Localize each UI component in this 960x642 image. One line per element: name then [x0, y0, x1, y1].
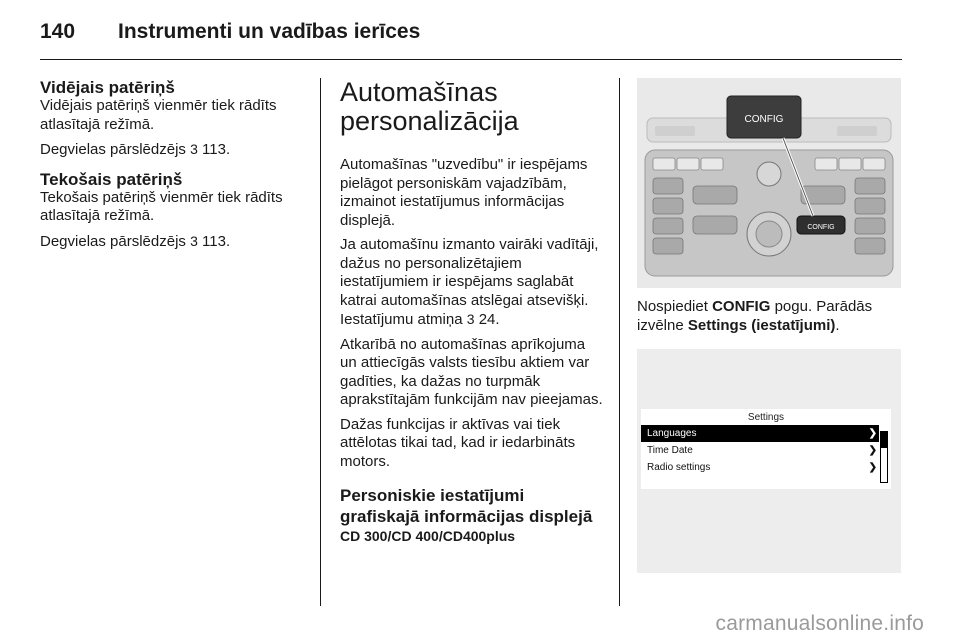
- settings-screen-illustration: [637, 349, 901, 573]
- column-divider-2: [619, 78, 620, 606]
- paragraph-current-consumption: Tekošais patēriņš vienmēr tiek rādīts atlasītajā režīmā.: [40, 188, 283, 224]
- paragraph-personalization-intro: Automašīnas "uzvedību" ir iespējams pielāgot personiskām vajadzībām, izmainot iestatījumus informācijas displejā.: [340, 156, 588, 229]
- page-header: [40, 14, 920, 50]
- column-divider-1: [320, 78, 321, 606]
- settings-menu-term: Settings (iestatījumi): [687, 316, 836, 334]
- page-number: 140: [40, 20, 76, 43]
- console-drawing: [637, 78, 901, 288]
- section-heading-average-consumption: Vidējais patēriņš: [40, 78, 175, 97]
- config-key-label: CONFIG: [744, 114, 784, 125]
- paragraph-engine-running: Dažas funkcijas ir aktīvas vai tiek attēlotas tikai tad, kad ir iedarbināts motors.: [340, 415, 576, 470]
- site-watermark: carmanualsonline.info: [715, 612, 924, 635]
- center-console-illustration: [637, 78, 901, 288]
- settings-screen-title: Settings: [747, 412, 785, 423]
- column-2: [340, 78, 605, 545]
- column-1: [40, 78, 302, 251]
- chevron-right-icon: ❯: [868, 462, 877, 473]
- paragraph-fuel-selector-ref-2: Degvielas pārslēdzējs 3 113.: [40, 232, 231, 250]
- menu-item-radio-settings[interactable]: Radio settings ❯: [641, 459, 879, 476]
- settings-display: [641, 409, 891, 489]
- menu-item-languages[interactable]: Languages ❯: [641, 425, 879, 442]
- paragraph-average-consumption: Vidējais patēriņš vienmēr tiek rādīts atlasītajā režīmā.: [40, 97, 277, 133]
- page-title: Instrumenti un vadības ierīces: [118, 20, 421, 43]
- chapter-title: Automašīnas personalizācija: [340, 77, 519, 136]
- reference-arrow-icon: 3: [190, 141, 198, 157]
- chevron-right-icon: ❯: [868, 428, 877, 439]
- chevron-right-icon: ❯: [868, 445, 877, 456]
- reference-arrow-icon: 3: [466, 311, 475, 327]
- paragraph-multiple-drivers: Ja automašīnu izmanto vairāki vadītāji, dažus no personalizētajiem iestatījumiem ir iespējams saglabāt katrai automašīnas atslēgai atsevišķi. Iestatījumu atmiņa 3 24.: [340, 236, 599, 328]
- reference-arrow-icon: 3: [190, 232, 198, 249]
- menu-scrollbar[interactable]: [880, 431, 888, 483]
- subsection-heading: Personiskie iestatījumi grafiskajā informācijas displejā: [340, 486, 593, 526]
- menu-item-time-date[interactable]: Time Date ❯: [641, 442, 879, 459]
- header-divider: [40, 59, 902, 60]
- scrollbar-thumb[interactable]: [881, 432, 887, 448]
- section-heading-current-consumption: Tekošais patēriņš: [40, 169, 183, 189]
- paragraph-fuel-selector-ref: Degvielas pārslēdzējs 3 113.: [40, 141, 231, 158]
- column-3: [637, 78, 901, 573]
- radio-variant-label: CD 300/CD 400/CD400plus: [340, 528, 516, 544]
- config-button-label: CONFIG: [807, 224, 835, 231]
- paragraph-equipment-availability: Atkarībā no automašīnas aprīkojuma un attiecīgās valsts tiesību aktiem var gadīties, ka dažas no turpmāk aprakstītajām funkcijām nav pieejamas.: [340, 335, 603, 408]
- config-button-term: CONFIG: [712, 298, 771, 315]
- paragraph-press-config: Nospiediet CONFIG pogu. Parādās izvēlne Settings (iestatījumi).: [637, 298, 873, 334]
